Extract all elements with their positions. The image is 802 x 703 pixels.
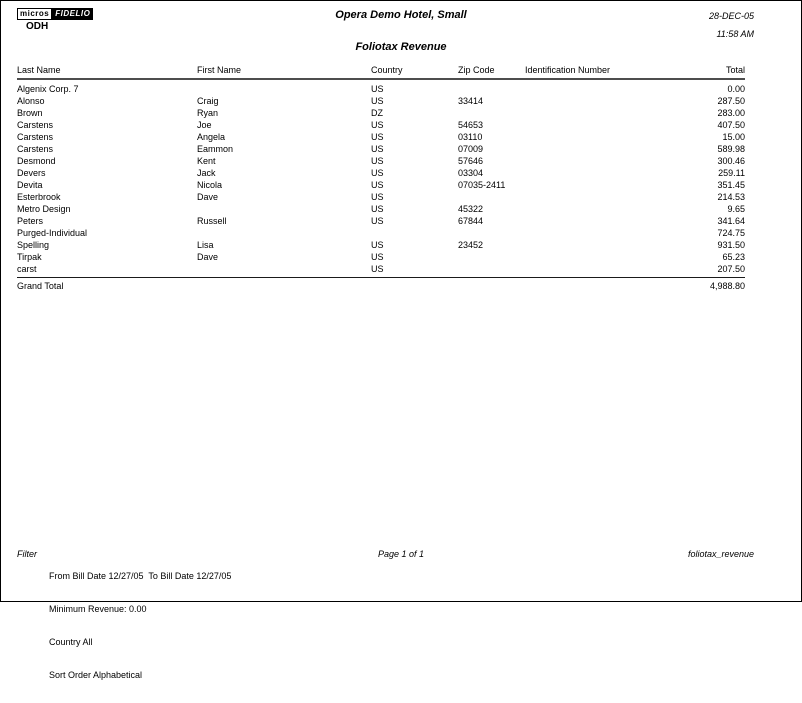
cell-zip-code: 45322 xyxy=(458,204,484,214)
cell-first-name: Lisa xyxy=(197,240,214,250)
cell-first-name: Craig xyxy=(197,96,219,106)
cell-country: US xyxy=(371,84,384,94)
cell-first-name xyxy=(197,263,371,275)
cell-identification-number xyxy=(525,191,675,203)
cell-first-name: Joe xyxy=(197,120,212,130)
cell-country: US xyxy=(371,120,384,130)
cell-country: US xyxy=(371,156,384,166)
table-row xyxy=(17,239,745,251)
table-row xyxy=(17,179,745,191)
cell-identification-number xyxy=(525,251,675,263)
cell-total: 589.98 xyxy=(717,144,745,154)
cell-last-name: carst xyxy=(17,264,37,274)
cell-last-name: Algenix Corp. 7 xyxy=(17,84,79,94)
cell-identification-number xyxy=(525,179,675,191)
cell-identification-number xyxy=(525,263,675,275)
cell-country xyxy=(371,227,458,239)
cell-identification-number xyxy=(525,79,675,95)
report-time: 11:58 AM xyxy=(716,29,754,39)
cell-zip-code: 57646 xyxy=(458,156,484,166)
filter-line-country: Country All xyxy=(49,637,93,647)
cell-zip-code: 03110 xyxy=(458,132,483,142)
cell-zip-code xyxy=(458,227,525,239)
cell-last-name: Carstens xyxy=(17,144,54,154)
cell-total: 207.50 xyxy=(717,264,745,274)
cell-identification-number xyxy=(525,155,675,167)
cell-first-name xyxy=(197,227,371,239)
table-header-row xyxy=(17,63,745,79)
table-row xyxy=(17,227,745,239)
cell-identification-number xyxy=(525,143,675,155)
grand-total-value: 4,988.80 xyxy=(709,281,745,291)
table-row xyxy=(17,95,745,107)
cell-total: 214.53 xyxy=(717,192,745,202)
cell-zip-code xyxy=(458,251,525,263)
cell-total: 724.75 xyxy=(717,228,745,238)
filter-criteria xyxy=(49,549,231,703)
cell-zip-code: 33414 xyxy=(458,96,484,106)
cell-identification-number xyxy=(525,215,675,227)
report-file-name: foliotax_revenue xyxy=(687,549,754,559)
cell-zip-code xyxy=(458,191,525,203)
cell-first-name: Jack xyxy=(197,168,216,178)
column-header-country: Country xyxy=(371,63,458,79)
cell-first-name xyxy=(197,79,371,95)
cell-zip-code xyxy=(458,107,525,119)
cell-country: US xyxy=(371,240,384,250)
cell-total: 931.50 xyxy=(717,240,745,250)
table-row xyxy=(17,155,745,167)
table-row xyxy=(17,191,745,203)
cell-country: US xyxy=(371,96,384,106)
cell-zip-code: 07035-2411 xyxy=(458,180,506,190)
cell-total: 9.65 xyxy=(727,204,745,214)
cell-first-name: Dave xyxy=(197,192,219,202)
cell-last-name: Desmond xyxy=(17,156,56,166)
cell-total: 287.50 xyxy=(717,96,745,106)
table-row xyxy=(17,263,745,275)
cell-country: US xyxy=(371,192,384,202)
cell-last-name: Carstens xyxy=(17,120,54,130)
cell-last-name: Brown xyxy=(17,108,43,118)
cell-zip-code: 54653 xyxy=(458,120,484,130)
micros-logo-text: micros xyxy=(17,8,52,20)
cell-country: US xyxy=(371,264,384,274)
cell-last-name: Metro Design xyxy=(17,204,71,214)
cell-identification-number xyxy=(525,203,675,215)
filter-line-bill-dates: From Bill Date 12/27/05 To Bill Date 12/27/05 xyxy=(49,571,232,581)
cell-country: US xyxy=(371,144,384,154)
filter-line-sort-order: Sort Order Alphabetical xyxy=(49,670,143,680)
column-header-zip-code: Zip Code xyxy=(458,63,525,79)
cell-country: US xyxy=(371,216,384,226)
cell-zip-code: 67844 xyxy=(458,216,484,226)
table-row xyxy=(17,251,745,263)
cell-first-name xyxy=(197,203,371,215)
filter-line-minimum-revenue: Minimum Revenue: 0.00 xyxy=(49,604,147,614)
cell-first-name: Nicola xyxy=(197,180,223,190)
cell-last-name: Devita xyxy=(17,180,43,190)
column-header-first-name: First Name xyxy=(197,63,371,79)
revenue-table-container xyxy=(17,63,745,291)
cell-country: US xyxy=(371,180,384,190)
table-row xyxy=(17,131,745,143)
cell-identification-number xyxy=(525,167,675,179)
fidelio-logo-text: FIDELIO xyxy=(52,8,93,20)
cell-first-name: Dave xyxy=(197,252,219,262)
cell-identification-number xyxy=(525,95,675,107)
cell-first-name: Angela xyxy=(197,132,226,142)
hotel-name: Opera Demo Hotel, Small xyxy=(335,9,467,21)
cell-total: 283.00 xyxy=(717,108,745,118)
table-row xyxy=(17,119,745,131)
cell-country: US xyxy=(371,132,384,142)
cell-total: 65.23 xyxy=(722,252,745,262)
cell-identification-number xyxy=(525,119,675,131)
cell-identification-number xyxy=(525,131,675,143)
filter-label: Filter xyxy=(17,549,37,559)
property-code: ODH xyxy=(26,21,49,32)
column-header-identification-number: Identification Number xyxy=(525,63,675,79)
revenue-table xyxy=(17,63,745,275)
cell-country: US xyxy=(371,204,384,214)
cell-country: DZ xyxy=(371,108,383,118)
report-title: Foliotax Revenue xyxy=(355,41,447,53)
cell-total: 259.11 xyxy=(718,168,745,178)
table-row xyxy=(17,203,745,215)
cell-identification-number xyxy=(525,239,675,251)
cell-total: 351.45 xyxy=(717,180,745,190)
report-date: 28-DEC-05 xyxy=(708,11,754,21)
cell-total: 0.00 xyxy=(727,84,745,94)
cell-total: 15.00 xyxy=(722,132,745,142)
cell-first-name: Ryan xyxy=(197,108,219,118)
cell-last-name: Tirpak xyxy=(17,252,42,262)
table-row xyxy=(17,79,745,95)
cell-last-name: Devers xyxy=(17,168,46,178)
cell-identification-number xyxy=(525,107,675,119)
grand-total-label: Grand Total xyxy=(17,281,64,291)
cell-zip-code: 23452 xyxy=(458,240,484,250)
table-row xyxy=(17,143,745,155)
cell-zip-code: 03304 xyxy=(458,168,484,178)
table-row xyxy=(17,215,745,227)
cell-total: 341.64 xyxy=(717,216,745,226)
cell-country: US xyxy=(371,252,384,262)
cell-zip-code xyxy=(458,79,525,95)
cell-last-name: Peters xyxy=(17,216,44,226)
cell-first-name: Eammon xyxy=(197,144,234,154)
cell-total: 407.50 xyxy=(717,120,745,130)
table-body xyxy=(17,79,745,275)
column-header-total: Total xyxy=(675,63,745,79)
table-row xyxy=(17,167,745,179)
cell-last-name: Purged-Individual xyxy=(17,228,88,238)
cell-country: US xyxy=(371,168,384,178)
grand-total-row xyxy=(17,277,745,291)
cell-last-name: Esterbrook xyxy=(17,192,61,202)
column-header-last-name: Last Name xyxy=(17,63,197,79)
cell-zip-code: 07009 xyxy=(458,144,484,154)
table-row xyxy=(17,107,745,119)
cell-zip-code xyxy=(458,263,525,275)
cell-last-name: Spelling xyxy=(17,240,50,250)
cell-first-name: Kent xyxy=(197,156,216,166)
cell-identification-number xyxy=(525,227,675,239)
cell-last-name: Carstens xyxy=(17,132,54,142)
page-number: Page 1 of 1 xyxy=(377,549,425,559)
cell-total: 300.46 xyxy=(717,156,745,166)
cell-first-name: Russell xyxy=(197,216,227,226)
cell-last-name: Alonso xyxy=(17,96,45,106)
